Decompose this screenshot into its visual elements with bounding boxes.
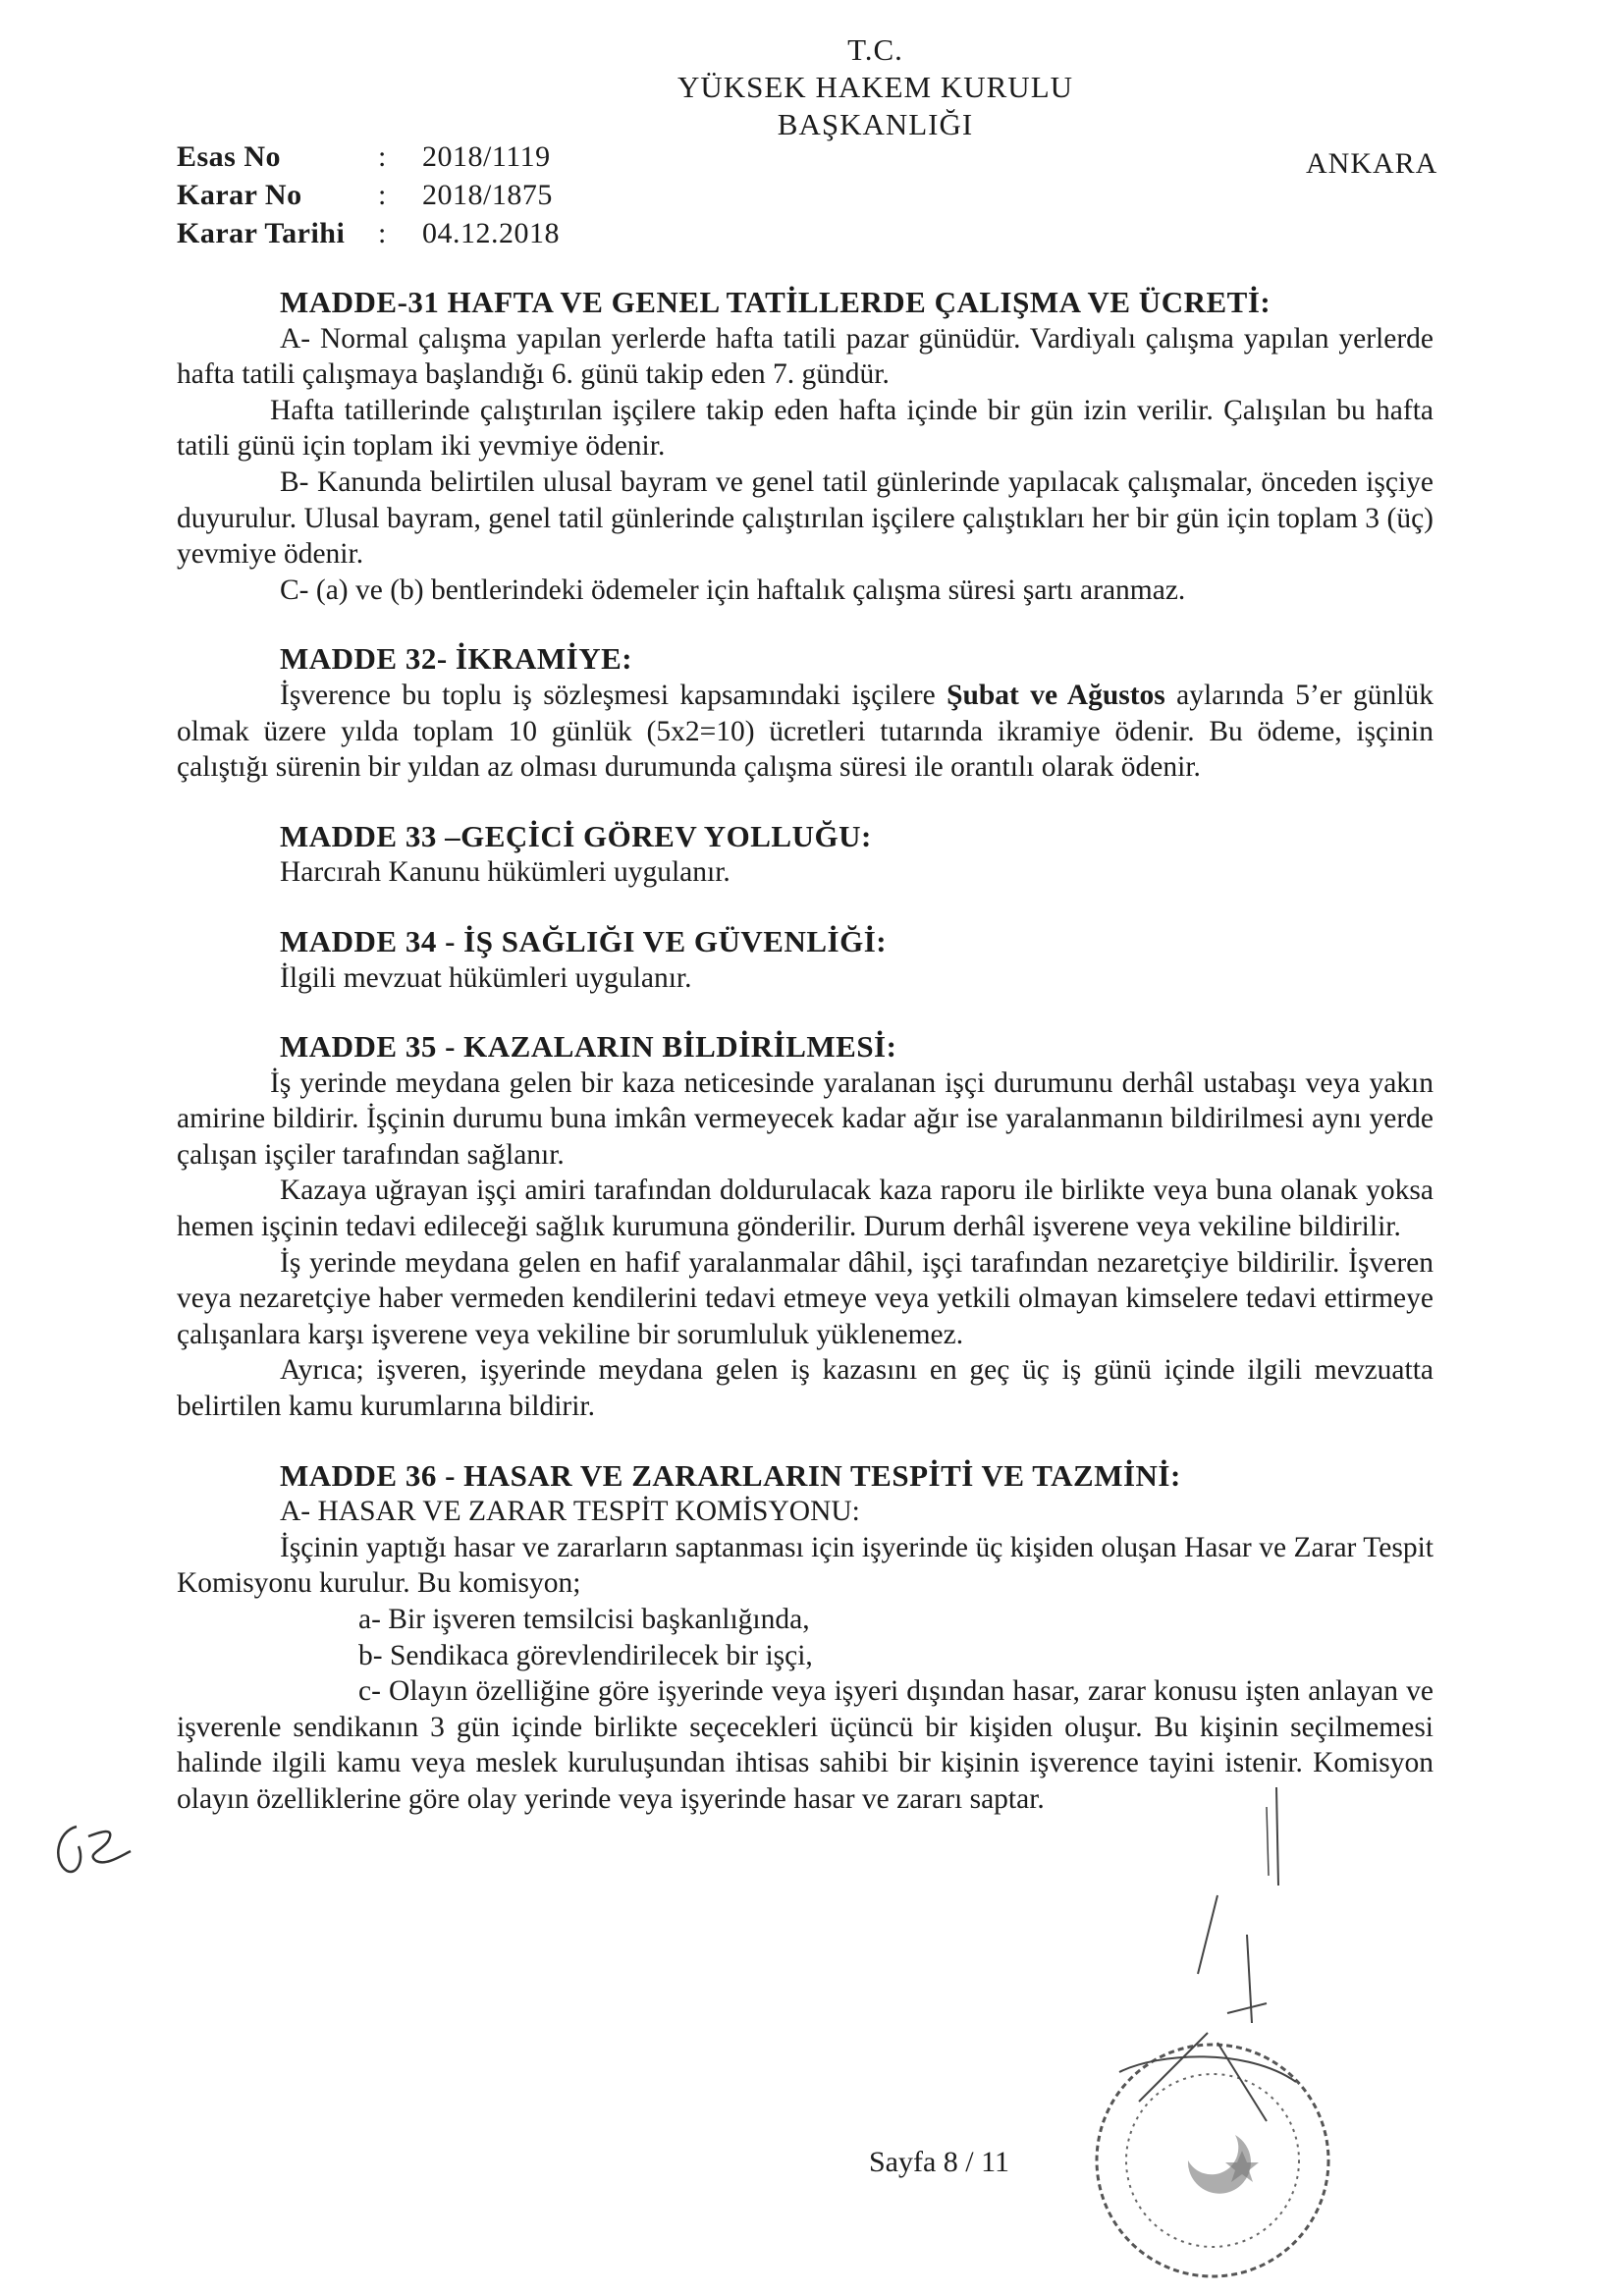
madde-36-title: MADDE 36 - HASAR VE ZARARLARIN TESPİTİ VE TAZMİNİ: bbox=[280, 1457, 1181, 1493]
madde-35-paragraph-3: İş yerinde meydana gelen en hafif yaralanmalar dâhil, işçi tarafından nezaretçiye bildirilir. İşveren veya nezaretçiye haber vermeden kendilerini tedavi etmeye veya yetkili olmayan kimselere tedavi ettirmeye çalışanlara karşı işverene veya vekiline bir sorumluluk yüklenemez. bbox=[177, 1246, 1434, 1350]
madde-36-subtitle: A- HASAR VE ZARAR TESPİT KOMİSYONU: bbox=[280, 1496, 860, 1528]
karar-label: Karar No bbox=[177, 179, 302, 211]
document-body bbox=[177, 285, 1434, 1818]
madde-36-paragraph: İşçinin yaptığı hasar ve zararların saptanması için işyerinde üç kişiden oluşan Hasar ve Zarar Tespit Komisyonu kurulur. Bu komisyon; bbox=[177, 1531, 1434, 1600]
madde-33-paragraph: Harcırah Kanunu hükümleri uygulanır. bbox=[280, 856, 730, 889]
madde-36-item-c: c- Olayın özelliğine göre işyerinde veya işyeri dışından hasar, zarar konusu işten anlayan ve işverenle sendikanın 3 gün içinde birlikte seçecekleri üçüncü bir kişiden oluşur. Bu kişinin seçilmemesi halinde ilgili kamu veya meslek kuruluşundan ihtisas sahibi bir kişinin işverence tayini istenir. Komisyon olayın özelliklerine göre olay yerinde veya işyerinde hasar ve zararı saptar. bbox=[177, 1675, 1434, 1815]
karar-row bbox=[177, 176, 560, 214]
madde-34-paragraph: İlgili mevzuat hükümleri uygulanır. bbox=[280, 961, 692, 994]
madde-36-item-b: b- Sendikaca görevlendirilecek bir işçi, bbox=[358, 1639, 813, 1671]
madde-34-title: MADDE 34 - İŞ SAĞLIĞI VE GÜVENLİĞİ: bbox=[280, 923, 888, 958]
madde-36-item-a: a- Bir işveren temsilcisi başkanlığında, bbox=[358, 1604, 810, 1635]
madde-31-title: MADDE-31 HAFTA VE GENEL TATİLLERDE ÇALIŞMA VE ÜCRETİ: bbox=[280, 285, 1271, 319]
city-label: ANKARA bbox=[1306, 147, 1438, 180]
page-number: Sayfa 8 / 11 bbox=[868, 2146, 1010, 2178]
madde-33-title: MADDE 33 –GEÇİCİ GÖREV YOLLUĞU: bbox=[280, 818, 872, 853]
separator: : bbox=[378, 179, 387, 211]
madde-35-paragraph-4: Ayrıca; işveren, işyerinde meydana gelen iş kazasını en geç üç iş günü içinde ilgili mevzuatta belirtilen kamu kurumlarına bildirir. bbox=[177, 1354, 1434, 1423]
case-metadata bbox=[177, 137, 560, 252]
madde-32-text-end: aylarında 5’er günlük olmak üzere yılda toplam 10 günlük (5x2=10) ücretleri tutarında ikramiye ödenir. Bu ödeme, işçinin çalıştığı sürenin bir yıldan az olması durumunda çalışma süresi ile orantılı olarak ödenir. bbox=[177, 679, 1434, 784]
madde-32-title: MADDE 32- İKRAMİYE: bbox=[280, 641, 633, 677]
madde-32-text-start: İşverence bu toplu iş sözleşmesi kapsamındaki işçilere bbox=[280, 679, 947, 711]
madde-32-paragraph bbox=[177, 678, 1434, 786]
esas-value: 2018/1119 bbox=[422, 140, 551, 173]
header-line-presidency: BAŞKANLIĞI bbox=[777, 107, 974, 141]
madde-35-paragraph-2: Kazaya uğrayan işçi amiri tarafından doldurulacak kaza raporu ile birlikte veya buna olanak yoksa hemen işçinin tedavi edileceği sağlık kurumuna gönderilir. Durum derhâl işverene veya vekiline bildirilir. bbox=[177, 1175, 1434, 1243]
tarih-row bbox=[177, 214, 560, 252]
header-line-tc: T.C. bbox=[847, 32, 903, 67]
madde-31-paragraph-c: C- (a) ve (b) bentlerindeki ödemeler için haftalık çalışma süresi şartı aranmaz. bbox=[280, 574, 1186, 606]
madde-31-paragraph-a: A- Normal çalışma yapılan yerlerde hafta tatili pazar günüdür. Vardiyalı çalışma yapılan yerlerde hafta tatili çalışmaya başlandığı 6. günü takip eden 7. gündür. bbox=[177, 322, 1434, 391]
karar-value: 2018/1875 bbox=[422, 179, 553, 211]
header-line-institution: YÜKSEK HAKEM KURULU bbox=[676, 70, 1074, 104]
tarih-label: Karar Tarihi bbox=[177, 217, 346, 249]
madde-32-months: Şubat ve Ağustos bbox=[947, 679, 1165, 711]
madde-35-paragraph-1: İş yerinde meydana gelen bir kaza neticesinde yaralanan işçi durumunu derhâl ustabaşı veya yakın amirine bildirir. İşçinin durumu buna imkân vermeyecek kadar ağır ise yaralanmanın bildirilmesi aynı yerde çalışan işçiler tarafından sağlanır. bbox=[177, 1066, 1434, 1171]
handwritten-initials bbox=[47, 1807, 135, 1886]
page-footer bbox=[0, 2146, 1623, 2179]
separator: : bbox=[378, 140, 387, 173]
madde-31-paragraph-2: Hafta tatillerinde çalıştırılan işçilere takip eden hafta içinde bir gün izin verilir. Çalışılan bu hafta tatili günü için toplam iki yevmiye ödenir. bbox=[177, 394, 1434, 463]
madde-35-title: MADDE 35 - KAZALARIN BİLDİRİLMESİ: bbox=[280, 1029, 897, 1065]
madde-31-paragraph-b: B- Kanunda belirtilen ulusal bayram ve genel tatil günlerinde yapılacak çalışmalar, önceden işçiye duyurulur. Ulusal bayram, genel tatil günlerinde çalıştırılan işçilere çalıştıkları her bir gün için toplam 3 (üç) yevmiye ödenir. bbox=[177, 465, 1434, 571]
document-header bbox=[0, 31, 1623, 143]
esas-row bbox=[177, 137, 560, 176]
separator: : bbox=[378, 217, 387, 249]
tarih-value: 04.12.2018 bbox=[422, 217, 560, 249]
esas-label: Esas No bbox=[177, 140, 282, 173]
